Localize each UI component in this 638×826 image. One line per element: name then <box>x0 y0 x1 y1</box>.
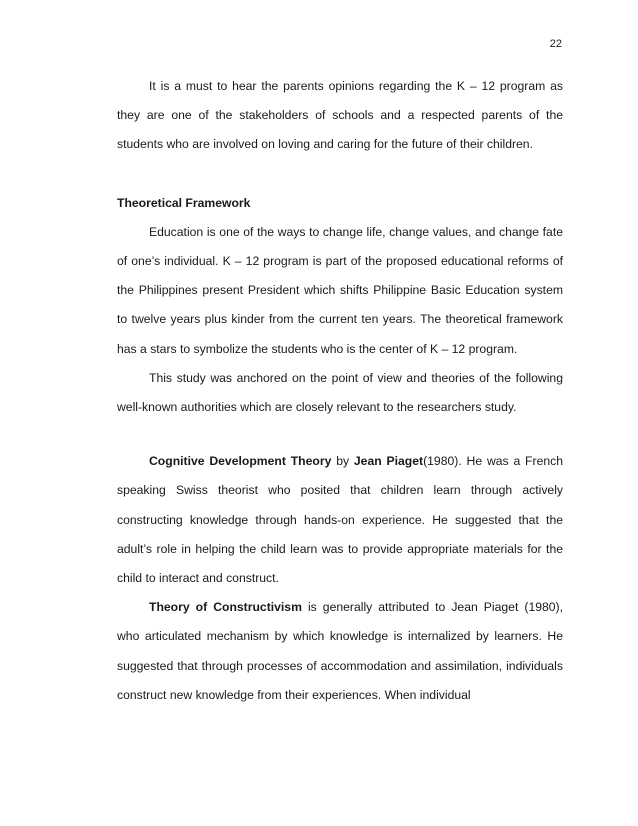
document-body <box>117 72 563 710</box>
author-name-jean-piaget: Jean Piaget <box>353 454 424 469</box>
paragraph-text: is generally attributed to Jean Piaget (1980), who articulated mechanism by which knowledge is internalized by learners. He suggested that through processes of accommodation and assimilation, individuals construct new knowledge from their experiences. When individual <box>117 600 563 702</box>
paragraph-study-anchored: This study was anchored on the point of view and theories of the following well-known authorities which are closely relevant to the researchers study. <box>117 370 563 415</box>
section-heading-theoretical-framework: Theoretical Framework <box>117 195 251 210</box>
paragraph-text: (1980). He was a French speaking Swiss theorist who posited that children learn through actively constructing knowledge through hands-on experience. He suggested that the adult’s role in helping the child learn was to provide appropriate materials for the child to interact and construct. <box>117 454 563 586</box>
text-by: by <box>331 454 354 469</box>
paragraph-parents-opinions: It is a must to hear the parents opinions regarding the K – 12 program as they are one of the stakeholders of schools and a respected parents of the students who are involved on loving and caring for the future of their children. <box>117 79 563 152</box>
paragraph-education: Education is one of the ways to change life, change values, and change fate of one’s individual. K – 12 program is part of the proposed educational reforms of the Philippines present President which shifts Philippine Basic Education system to twelve years plus kinder from the current ten years. The theoretical framework has a stars to symbolize the students who is the center of K – 12 program. <box>117 224 563 356</box>
page-number: 22 <box>549 38 562 50</box>
theory-name-constructivism: Theory of Constructivism <box>149 600 302 615</box>
paragraph-constructivism <box>117 593 563 710</box>
paragraph-cognitive-development <box>117 447 563 593</box>
theory-name-cognitive-development: Cognitive Development Theory <box>149 454 332 469</box>
